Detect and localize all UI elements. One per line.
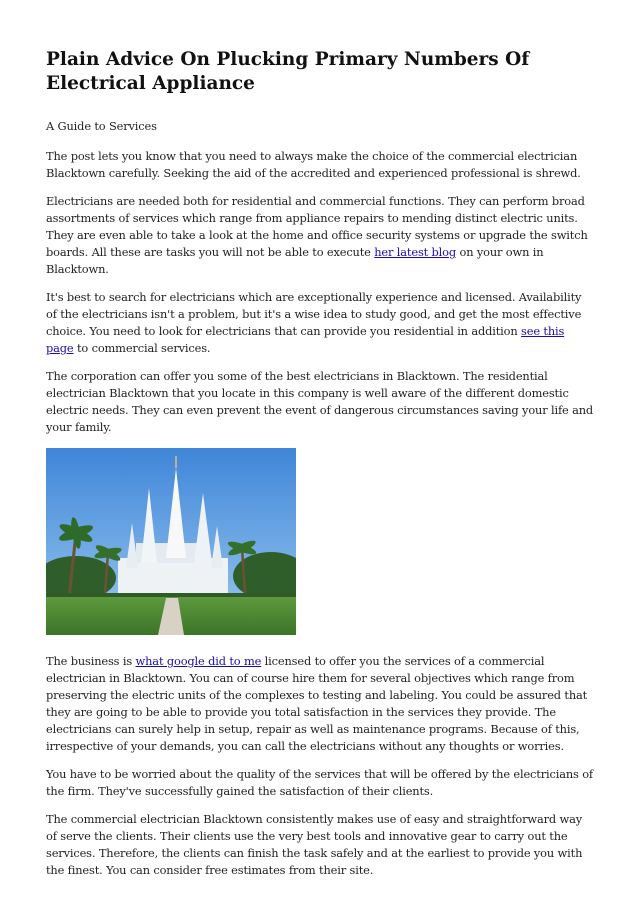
paragraph-2-text-end: on your own in Blacktown. bbox=[46, 245, 544, 276]
document-page bbox=[46, 48, 594, 890]
paragraph-3 bbox=[46, 289, 594, 357]
paragraph-5-text-end: licensed to offer you the services of a commercial electrician in Blacktown. You can of course hire them for several objectives which range from preserving the electric units of the complexes to testing and labeling. You could be assured that they are going to be able to provide you total satisfaction in the services they provide. The electricians can surely help in setup, repair as well as maintenance programs. Because of this, irrespective of your demands, you can call the electricians without any thoughts or worries. bbox=[46, 654, 588, 753]
paragraph-3-text-end: to commercial services. bbox=[73, 341, 211, 355]
paragraph-7: The commercial electrician Blacktown consistently makes use of easy and straightforward way of serve the clients. Their clients use the very best tools and innovative gear to carry out the services. Therefore, the clients can finish the task safely and at the earliest to provide you with the finest. You can consider free estimates from their site. bbox=[46, 812, 583, 877]
temple-photo-illustration bbox=[46, 448, 296, 635]
paragraph-3-text: It's best to search for electricians which are exceptionally experience and licensed. Availability of the electricians isn't a problem, but it's a wise idea to study good, and get the most effective choice. You need to look for electricians that can provide you residential in addition bbox=[46, 290, 582, 338]
subtitle: A Guide to Services bbox=[46, 119, 157, 133]
paragraph-2-text: Electricians are needed both for residential and commercial functions. They can perform broad assortments of services which range from appliance repairs to mending distinct electric units. They are even able to take a look at the home and office security systems or upgrade the switch boards. All these are tasks you will not be able to execute bbox=[46, 194, 588, 259]
what-google-did-to-me-link[interactable]: what google did to me bbox=[135, 654, 262, 668]
paragraph-5-text: The business is bbox=[46, 654, 136, 668]
her-latest-blog-link[interactable]: her latest blog bbox=[374, 245, 457, 259]
paragraph-6: You have to be worried about the quality of the services that will be offered by the electricians of the firm. They've successfully gained the satisfaction of their clients. bbox=[46, 767, 593, 798]
paragraph-4: The corporation can offer you some of the best electricians in Blacktown. The residential electrician Blacktown that you locate in this company is well aware of the different domestic electric needs. They can even prevent the event of dangerous circumstances saving your life and your family. bbox=[46, 369, 594, 434]
page-title: Plain Advice On Plucking Primary Numbers Of Electrical Appliance bbox=[46, 49, 530, 94]
paragraph-2 bbox=[46, 193, 594, 278]
see-this-page-link[interactable]: see this page bbox=[46, 324, 565, 355]
paragraph-1: The post lets you know that you need to always make the choice of the commercial electrician Blacktown carefully. Seeking the aid of the accredited and experienced professional is shrewd. bbox=[46, 149, 581, 180]
temple-photo bbox=[46, 448, 296, 635]
paragraph-5 bbox=[46, 653, 594, 755]
